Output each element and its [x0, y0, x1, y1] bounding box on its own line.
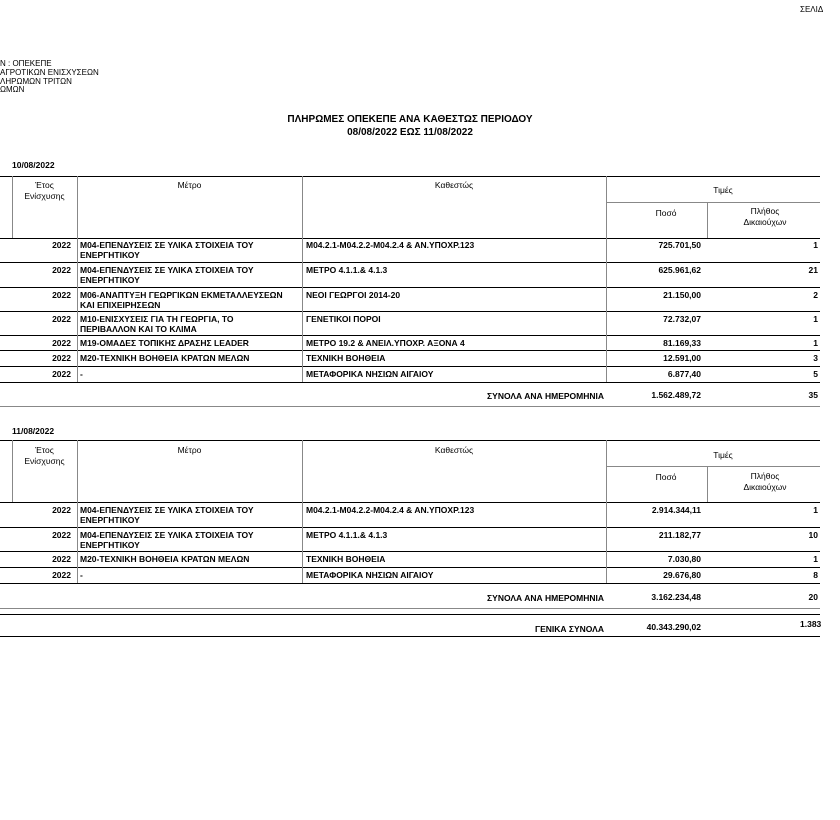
row-scheme: ΜΕΤΡΟ 19.2 & ΑΝΕΙΛ.ΥΠΟΧΡ. ΑΞΟΝΑ 4: [306, 338, 465, 348]
row-scheme: ΜΕΤΡΟ 4.1.1.& 4.1.3: [306, 265, 388, 275]
row-measure: ΠΕΡΙΒΑΛΛΟΝ ΚΑΙ ΤΟ ΚΛΙΜΑ: [80, 324, 197, 334]
row-scheme: ΓΕΝΕΤΙΚΟΙ ΠΟΡΟΙ: [306, 314, 381, 324]
section-date: 10/08/2022: [12, 160, 55, 170]
row-amount: 81.169,33: [663, 338, 701, 348]
row-count: 3: [813, 353, 818, 363]
org-line: ΩΜΩΝ: [0, 85, 25, 94]
row-year: 2022: [52, 353, 71, 363]
row-year: 2022: [52, 554, 71, 564]
row-measure: ΚΑΙ ΕΠΙΧΕΙΡΗΣΕΩΝ: [80, 300, 161, 310]
row-scheme: ΤΕΧΝΙΚΗ ΒΟΗΘΕΙΑ: [306, 353, 386, 363]
row-count: 1: [813, 314, 818, 324]
row-count: 8: [813, 570, 818, 580]
row-count: 5: [813, 369, 818, 379]
row-year: 2022: [52, 290, 71, 300]
section-total-label: ΣΥΝΟΛΑ ΑΝΑ ΗΜΕΡΟΜΗΝΙΑ: [487, 391, 604, 401]
section-total-amount: 3.162.234,48: [651, 592, 701, 602]
page-label: ΣΕΛΙΔ: [800, 5, 824, 14]
report-period: 08/08/2022 ΕΩΣ 11/08/2022: [347, 127, 473, 138]
row-amount: 2.914.344,11: [651, 505, 701, 515]
row-amount: 7.030,80: [667, 554, 701, 564]
year-header: Ενίσχυσης: [24, 191, 65, 201]
row-scheme: ΝΕΟΙ ΓΕΩΡΓΟΙ 2014-20: [306, 290, 401, 300]
measure-header: Μέτρο: [177, 445, 202, 455]
row-amount: 12.591,00: [663, 353, 701, 363]
grand-total-label: ΓΕΝΙΚΑ ΣΥΝΟΛΑ: [534, 624, 604, 634]
section-total-count: 20: [808, 592, 818, 602]
measure-header: Μέτρο: [177, 180, 202, 190]
row-measure: Μ10-ΕΝΙΣΧΥΣΕΙΣ ΓΙΑ ΤΗ ΓΕΩΡΓΙΑ, ΤΟ: [80, 314, 234, 324]
section-total-amount: 1.562.489,72: [651, 390, 701, 400]
row-measure: -: [80, 570, 83, 580]
section-date: 11/08/2022: [12, 426, 55, 436]
row-count: 2: [813, 290, 818, 300]
grand-total-rule: [0, 614, 820, 615]
row-measure: Μ06-ΑΝΑΠΤΥΞΗ ΓΕΩΡΓΙΚΩΝ ΕΚΜΕΤΑΛΛΕΥΣΕΩΝ: [80, 290, 283, 300]
row-scheme: Μ04.2.1-Μ04.2.2-Μ04.2.4 & ΑΝ.ΥΠΟΧΡ.123: [306, 505, 475, 515]
row-scheme: ΤΕΧΝΙΚΗ ΒΟΗΘΕΙΑ: [306, 554, 386, 564]
row-count: 21: [808, 265, 818, 275]
count-header: Πλήθος: [750, 206, 780, 216]
org-line: Ν : ΟΠΕΚΕΠΕ: [0, 59, 52, 68]
org-line: ΑΓΡΟΤΙΚΩΝ ΕΝΙΣΧΥΣΕΩΝ: [0, 68, 99, 77]
row-measure: Μ04-ΕΠΕΝΔΥΣΕΙΣ ΣΕ ΥΛΙΚΑ ΣΤΟΙΧΕΙΑ ΤΟΥ: [80, 240, 254, 250]
row-year: 2022: [52, 530, 71, 540]
row-measure: -: [80, 369, 83, 379]
row-year: 2022: [52, 369, 71, 379]
row-scheme: Μ04.2.1-Μ04.2.2-Μ04.2.4 & ΑΝ.ΥΠΟΧΡ.123: [306, 240, 475, 250]
row-count: 1: [813, 505, 818, 515]
row-measure: Μ04-ΕΠΕΝΔΥΣΕΙΣ ΣΕ ΥΛΙΚΑ ΣΤΟΙΧΕΙΑ ΤΟΥ: [80, 265, 254, 275]
row-year: 2022: [52, 570, 71, 580]
row-count: 1: [813, 240, 818, 250]
count-header: Δικαιούχων: [743, 482, 787, 492]
row-scheme: ΜΕΤΑΦΟΡΙΚΑ ΝΗΣΙΩΝ ΑΙΓΑΙΟΥ: [306, 369, 434, 379]
row-amount: 6.877,40: [667, 369, 701, 379]
row-amount: 72.732,07: [663, 314, 701, 324]
row-scheme: ΜΕΤΡΟ 4.1.1.& 4.1.3: [306, 530, 388, 540]
row-measure: ΕΝΕΡΓΗΤΙΚΟΥ: [80, 515, 140, 525]
row-measure: Μ19-ΟΜΑΔΕΣ ΤΟΠΙΚΗΣ ΔΡΑΣΗΣ LEADER: [80, 338, 249, 348]
scheme-header: Καθεστώς: [434, 445, 474, 455]
values-header: Τιμές: [713, 450, 733, 460]
row-amount: 211.182,77: [658, 530, 701, 540]
report-title: ΠΛΗΡΩΜΕΣ ΟΠΕΚΕΠΕ ΑΝΑ ΚΑΘΕΣΤΩΣ ΠΕΡΙΟΔΟΥ: [287, 114, 533, 125]
row-amount: 29.676,80: [663, 570, 701, 580]
header-bottom-rule: [0, 238, 820, 239]
header-top-rule: [0, 440, 820, 441]
amount-header: Ποσό: [655, 472, 677, 482]
values-header: Τιμές: [713, 185, 733, 195]
header-top-rule: [0, 176, 820, 177]
header-bottom-rule: [0, 502, 820, 503]
row-scheme: ΜΕΤΑΦΟΡΙΚΑ ΝΗΣΙΩΝ ΑΙΓΑΙΟΥ: [306, 570, 434, 580]
count-header: Δικαιούχων: [743, 217, 787, 227]
grand-total-amount: 40.343.290,02: [646, 622, 701, 632]
row-measure: Μ04-ΕΠΕΝΔΥΣΕΙΣ ΣΕ ΥΛΙΚΑ ΣΤΟΙΧΕΙΑ ΤΟΥ: [80, 530, 254, 540]
row-measure: ΕΝΕΡΓΗΤΙΚΟΥ: [80, 250, 140, 260]
row-count: 1: [813, 554, 818, 564]
row-measure: Μ20-ΤΕΧΝΙΚΗ ΒΟΗΘΕΙΑ ΚΡΑΤΩΝ ΜΕΛΩΝ: [80, 353, 250, 363]
row-measure: Μ20-ΤΕΧΝΙΚΗ ΒΟΗΘΕΙΑ ΚΡΑΤΩΝ ΜΕΛΩΝ: [80, 554, 250, 564]
row-year: 2022: [52, 505, 71, 515]
row-amount: 625.961,62: [658, 265, 701, 275]
row-measure: Μ04-ΕΠΕΝΔΥΣΕΙΣ ΣΕ ΥΛΙΚΑ ΣΤΟΙΧΕΙΑ ΤΟΥ: [80, 505, 254, 515]
row-count: 10: [808, 530, 818, 540]
row-amount: 725.701,50: [658, 240, 701, 250]
row-year: 2022: [52, 240, 71, 250]
scheme-header: Καθεστώς: [434, 180, 474, 190]
row-count: 1: [813, 338, 818, 348]
section-total-count: 35: [808, 390, 818, 400]
row-measure: ΕΝΕΡΓΗΤΙΚΟΥ: [80, 540, 140, 550]
row-year: 2022: [52, 338, 71, 348]
year-header: Έτος: [35, 445, 54, 455]
count-header: Πλήθος: [750, 471, 780, 481]
row-year: 2022: [52, 314, 71, 324]
year-header: Έτος: [35, 180, 54, 190]
section-total-label: ΣΥΝΟΛΑ ΑΝΑ ΗΜΕΡΟΜΗΝΙΑ: [487, 593, 604, 603]
org-line: ΛΗΡΩΜΩΝ ΤΡΙΤΩΝ: [0, 77, 72, 86]
row-year: 2022: [52, 265, 71, 275]
values-divider: [606, 466, 820, 467]
grand-total-count: 1.383: [800, 619, 822, 629]
year-header: Ενίσχυσης: [24, 456, 65, 466]
row-measure: ΕΝΕΡΓΗΤΙΚΟΥ: [80, 275, 140, 285]
row-amount: 21.150,00: [663, 290, 701, 300]
amount-header: Ποσό: [655, 208, 677, 218]
values-divider: [606, 202, 820, 203]
